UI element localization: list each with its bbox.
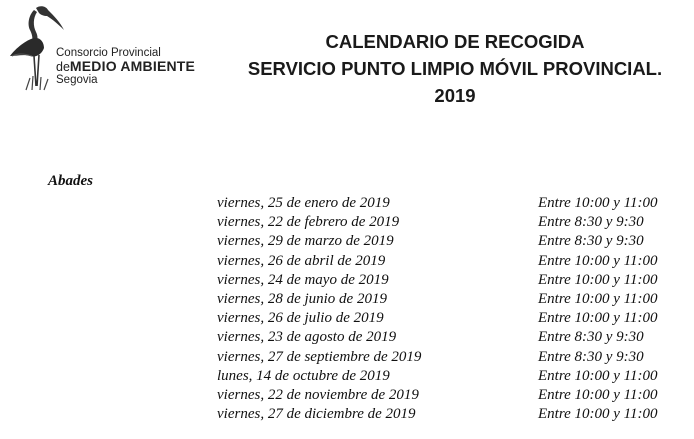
schedule-row bbox=[0, 272, 694, 291]
logo-line-1: Consorcio Provincial bbox=[56, 47, 161, 59]
logo-line-3: Segovia bbox=[56, 74, 98, 87]
schedule-row bbox=[0, 349, 694, 368]
schedule-time: Entre 10:00 y 11:00 bbox=[538, 290, 658, 307]
schedule-time: Entre 10:00 y 11:00 bbox=[538, 367, 658, 384]
schedule-row bbox=[0, 291, 694, 310]
schedule-date: viernes, 25 de enero de 2019 bbox=[217, 195, 390, 211]
schedule-row bbox=[0, 253, 694, 272]
schedule-row bbox=[0, 368, 694, 387]
schedule-date: viernes, 22 de febrero de 2019 bbox=[217, 214, 400, 231]
schedule-row bbox=[0, 214, 694, 233]
logo-line-2-main: MEDIO AMBIENTE bbox=[69, 58, 196, 75]
town-name: Abades bbox=[48, 173, 93, 189]
logo-line-2 bbox=[56, 59, 195, 74]
schedule-date: viernes, 27 de diciembre de 2019 bbox=[217, 406, 416, 423]
schedule-date: viernes, 26 de julio de 2019 bbox=[217, 310, 384, 327]
title-line-3: 2019 bbox=[434, 85, 476, 106]
schedule-date: viernes, 28 de junio de 2019 bbox=[217, 290, 387, 307]
schedule-date: viernes, 24 de mayo de 2019 bbox=[217, 271, 389, 288]
schedule-time: Entre 10:00 y 11:00 bbox=[538, 252, 658, 269]
title-line-2: SERVICIO PUNTO LIMPIO MÓVIL PROVINCIAL. bbox=[247, 58, 663, 79]
schedule-time: Entre 10:00 y 11:00 bbox=[538, 310, 658, 327]
schedule-time: Entre 10:00 y 11:00 bbox=[538, 195, 658, 211]
logo-line-2-prefix: de bbox=[56, 60, 70, 75]
organization-logo bbox=[6, 2, 206, 94]
schedule-row bbox=[0, 406, 694, 425]
title-line-1: CALENDARIO DE RECOGIDA bbox=[325, 31, 585, 52]
schedule-date: viernes, 26 de abril de 2019 bbox=[217, 252, 386, 269]
logo-text bbox=[56, 47, 195, 86]
schedule-time: Entre 8:30 y 9:30 bbox=[538, 214, 644, 231]
schedule-time: Entre 10:00 y 11:00 bbox=[538, 271, 658, 288]
schedule-date: lunes, 14 de octubre de 2019 bbox=[217, 367, 390, 384]
schedule-time: Entre 8:30 y 9:30 bbox=[538, 348, 644, 365]
schedule-row bbox=[0, 329, 694, 348]
document-title bbox=[220, 28, 690, 109]
schedule-time: Entre 8:30 y 9:30 bbox=[538, 233, 644, 250]
schedule-time: Entre 8:30 y 9:30 bbox=[538, 329, 644, 346]
schedule-list bbox=[0, 195, 694, 425]
schedule-row bbox=[0, 195, 694, 214]
schedule-time: Entre 10:00 y 11:00 bbox=[538, 406, 658, 423]
schedule-date: viernes, 29 de marzo de 2019 bbox=[217, 233, 394, 250]
schedule-row bbox=[0, 233, 694, 252]
schedule-date: viernes, 22 de noviembre de 2019 bbox=[217, 386, 419, 403]
schedule-row bbox=[0, 387, 694, 406]
schedule-date: viernes, 23 de agosto de 2019 bbox=[217, 329, 397, 346]
schedule-date: viernes, 27 de septiembre de 2019 bbox=[217, 348, 422, 365]
schedule-time: Entre 10:00 y 11:00 bbox=[538, 386, 658, 403]
schedule-row bbox=[0, 310, 694, 329]
